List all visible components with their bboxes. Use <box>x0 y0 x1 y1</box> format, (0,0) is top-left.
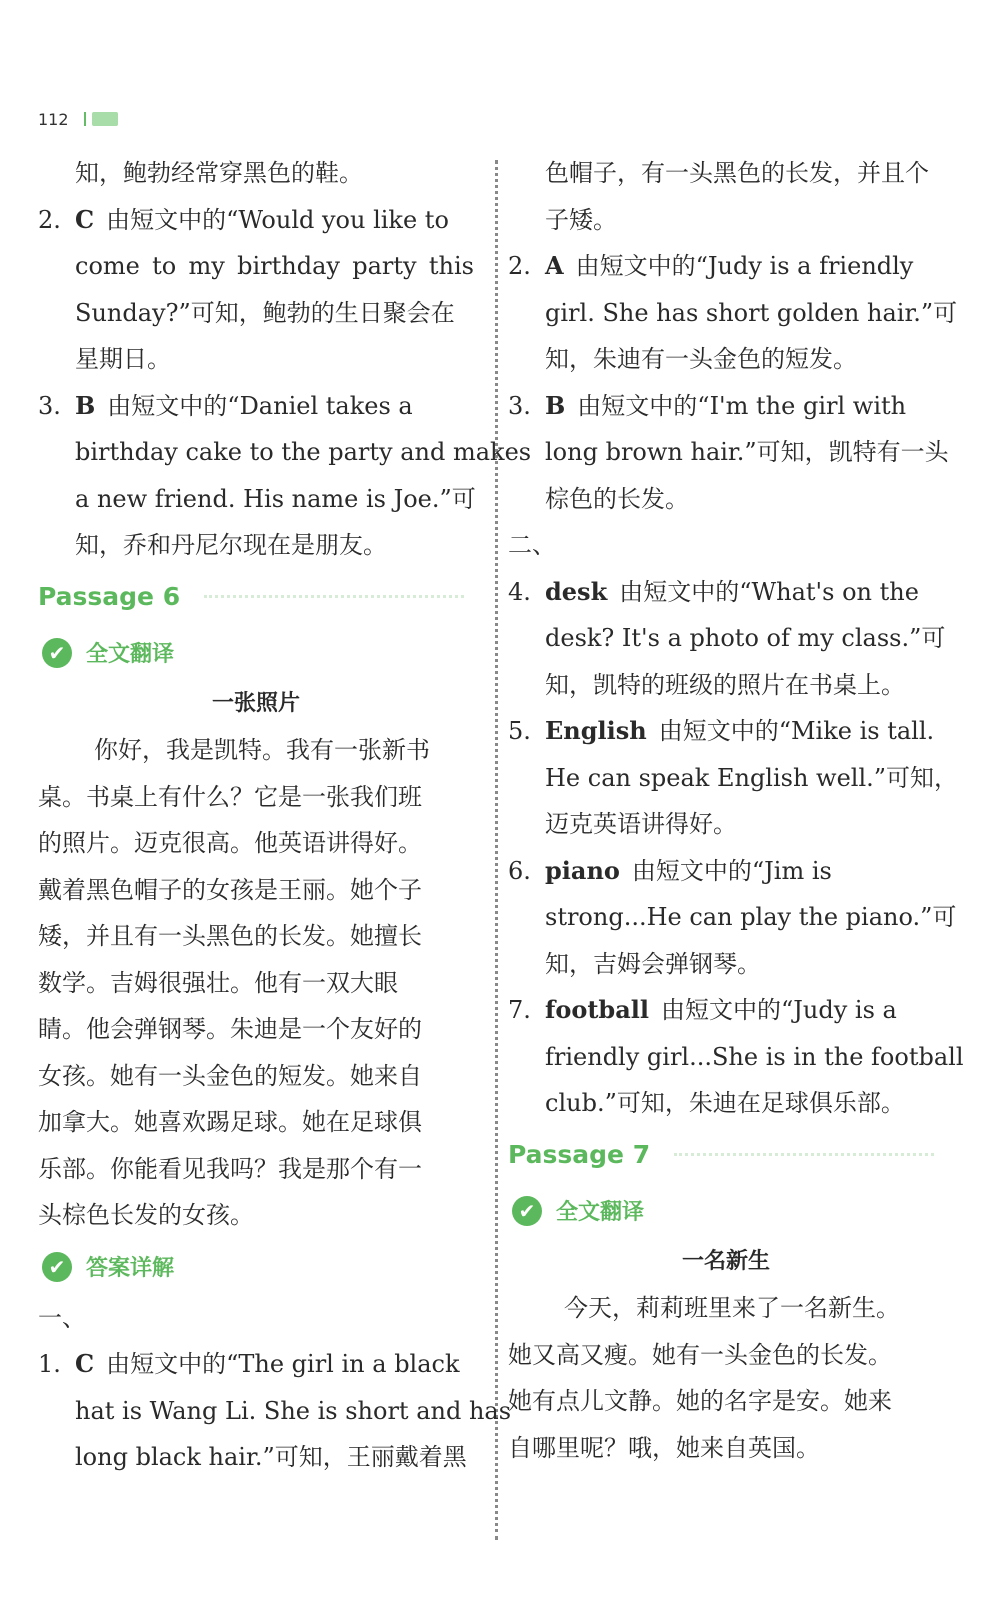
line-text: 她又高又瘦。她有一头金色的长发。 <box>508 1340 892 1369</box>
text-line <box>38 1146 474 1193</box>
answer-key: football <box>545 995 649 1024</box>
text-line <box>508 1080 944 1127</box>
text-line <box>508 522 944 569</box>
passage-6-heading <box>38 569 474 625</box>
line-text: birthday cake to the party and makes <box>75 438 532 466</box>
line-text: 知，朱迪有一头金色的短发。 <box>545 345 857 373</box>
translation-label: 全文翻译 <box>556 1200 645 1225</box>
text-line <box>508 150 944 197</box>
text-line <box>508 615 944 662</box>
text-line <box>38 383 474 430</box>
line-text: 今天，莉莉班里来了一名新生。 <box>564 1294 900 1322</box>
line-text: 由短文中的“I'm the girl with <box>577 391 907 420</box>
text-line <box>38 913 474 960</box>
line-text: 数学。吉姆很强壮。他有一双大眼 <box>38 968 398 997</box>
text-line <box>38 1434 474 1481</box>
answer-key: A <box>545 251 564 280</box>
answer-key: C <box>75 1349 95 1378</box>
dotted-rule <box>204 595 464 598</box>
text-line <box>508 1332 944 1379</box>
text-line <box>38 820 474 867</box>
answer-key: C <box>75 204 95 234</box>
text-line <box>508 662 944 709</box>
line-text: 知，吉姆会弹钢琴。 <box>545 949 761 978</box>
check-icon: ✔ <box>42 638 72 668</box>
text-line <box>38 1053 474 1100</box>
check-icon: ✔ <box>512 1196 542 1226</box>
line-text: 她有点儿文静。她的名字是安。她来 <box>508 1387 892 1415</box>
line-text: 戴着黑色帽子的女孩是王丽。她个子 <box>38 875 422 904</box>
story-title: 一名新生 <box>681 1248 770 1274</box>
answer-key: B <box>75 390 96 420</box>
page-number: 112 <box>38 110 69 129</box>
line-text: 矮，并且有一头黑色的长发。她擅长 <box>38 922 422 950</box>
text-line <box>38 960 474 1007</box>
text-line <box>38 1388 512 1435</box>
answer-key: desk <box>545 576 608 606</box>
line-text: 由短文中的“Jim is <box>631 856 832 885</box>
line-text: 你好，我是凯特。我有一张新书 <box>94 736 430 764</box>
text-line <box>38 243 474 290</box>
dotted-rule <box>674 1153 934 1156</box>
passage-6-title: Passage 6 <box>38 581 181 611</box>
line-text: 加拿大。她喜欢踢足球。她在足球俱 <box>38 1108 422 1136</box>
text-line <box>508 941 944 988</box>
text-line <box>38 197 474 244</box>
text-line <box>508 755 959 802</box>
text-line <box>38 150 474 197</box>
text-line <box>38 476 474 523</box>
line-text: 迈克英语讲得好。 <box>545 810 737 838</box>
answer-heading <box>38 1239 474 1295</box>
passage-7-title: Passage 7 <box>508 1139 651 1169</box>
line-text: hat is Wang Li. She is short and has <box>75 1396 512 1425</box>
line-text: 由短文中的“Would you like to <box>106 205 449 234</box>
text-line <box>508 1034 964 1081</box>
text-line <box>508 336 944 383</box>
question-number: 4. <box>508 577 531 606</box>
line-text: He can speak English well.”可知， <box>545 763 959 792</box>
passage-7-heading <box>508 1127 944 1183</box>
line-text: 由短文中的“Mike is tall. <box>658 717 935 745</box>
text-line <box>508 197 944 244</box>
text-line <box>508 1285 944 1332</box>
text-line <box>508 429 949 476</box>
text-line <box>508 476 944 523</box>
translation-heading <box>508 1183 944 1239</box>
text-line <box>508 894 957 941</box>
text-line <box>38 867 474 914</box>
answer-label: 答案详解 <box>86 1256 175 1281</box>
line-text: strong...He can play the piano.”可 <box>545 903 957 931</box>
right-column <box>508 150 964 1471</box>
header-divider <box>84 112 86 126</box>
text-line <box>38 1192 474 1239</box>
line-text: 知，乔和丹尼尔现在是朋友。 <box>75 531 387 559</box>
line-text: long brown hair.”可知，凯特有一头 <box>545 438 949 466</box>
line-text: 棕色的长发。 <box>545 484 689 513</box>
answer-key: piano <box>545 855 620 885</box>
text-line <box>508 708 944 755</box>
question-number: 3. <box>38 391 61 420</box>
line-text: 由短文中的“The girl in a black <box>106 1350 460 1378</box>
text-line <box>508 290 958 337</box>
line-text: 女孩。她有一头金色的短发。她来自 <box>38 1061 422 1090</box>
line-text: friendly girl...She is in the football <box>545 1042 964 1071</box>
text-line <box>508 848 944 895</box>
text-line <box>38 774 474 821</box>
question-number: 2. <box>508 252 531 280</box>
text-line <box>508 1425 944 1472</box>
line-text: 知，鲍勃经常穿黑色的鞋。 <box>75 159 363 187</box>
text-line <box>38 290 474 337</box>
line-text: 自哪里呢？哦，她来自英国。 <box>508 1433 820 1462</box>
question-number: 5. <box>508 717 531 745</box>
line-text: 二、 <box>508 531 556 559</box>
line-text: Sunday?”可知，鲍勃的生日聚会在 <box>75 298 455 327</box>
column-divider <box>495 160 498 1540</box>
check-icon: ✔ <box>42 1252 72 1282</box>
text-line <box>508 987 944 1034</box>
line-text: 由短文中的“Daniel takes a <box>107 391 413 420</box>
translation-heading <box>38 625 474 681</box>
text-line <box>38 727 474 774</box>
translation-label: 全文翻译 <box>86 642 175 667</box>
question-number: 6. <box>508 856 531 885</box>
left-column <box>38 150 532 1481</box>
line-text: 子矮。 <box>545 205 617 234</box>
question-number: 7. <box>508 996 531 1024</box>
text-line <box>38 1341 474 1388</box>
header-logo <box>92 112 118 126</box>
line-text: desk? It's a photo of my class.”可 <box>545 624 946 652</box>
line-text: 星期日。 <box>75 345 171 373</box>
section-number: 一、 <box>38 1303 86 1332</box>
line-text: 知，凯特的班级的照片在书桌上。 <box>545 670 905 699</box>
text-line <box>38 1099 474 1146</box>
line-text: 由短文中的“What's on the <box>619 577 919 606</box>
line-text: 的照片。迈克很高。他英语讲得好。 <box>38 829 422 857</box>
line-text: 由短文中的“Judy is a friendly <box>575 252 914 280</box>
text-line <box>508 243 944 290</box>
answer-key: B <box>545 390 566 420</box>
text-line <box>38 336 474 383</box>
line-text: girl. She has short golden hair.”可 <box>545 298 958 327</box>
text-line <box>38 429 532 476</box>
line-text: club.”可知，朱迪在足球俱乐部。 <box>545 1089 905 1117</box>
text-line <box>38 1006 474 1053</box>
line-text: 睛。他会弹钢琴。朱迪是一个友好的 <box>38 1015 422 1043</box>
text-line <box>508 569 944 616</box>
line-text: 乐部。你能看见我吗？我是那个有一 <box>38 1154 422 1183</box>
question-number: 1. <box>38 1350 61 1378</box>
line-text: 桌。书桌上有什么？它是一张我们班 <box>38 782 422 811</box>
story-title: 一张照片 <box>211 690 300 716</box>
question-number: 2. <box>38 205 61 234</box>
line-text: come to my birthday party this <box>75 252 474 280</box>
line-text: 头棕色长发的女孩。 <box>38 1201 254 1229</box>
question-number: 3. <box>508 391 531 420</box>
line-text: 色帽子，有一头黑色的长发，并且个 <box>545 159 929 187</box>
text-line <box>508 1378 944 1425</box>
line-text: a new friend. His name is Joe.”可 <box>75 484 476 513</box>
text-line <box>38 522 474 569</box>
text-line <box>508 383 944 430</box>
line-text: 由短文中的“Judy is a <box>661 996 897 1024</box>
answer-key: English <box>545 716 647 745</box>
line-text: long black hair.”可知，王丽戴着黑 <box>75 1443 467 1471</box>
text-line <box>508 801 944 848</box>
